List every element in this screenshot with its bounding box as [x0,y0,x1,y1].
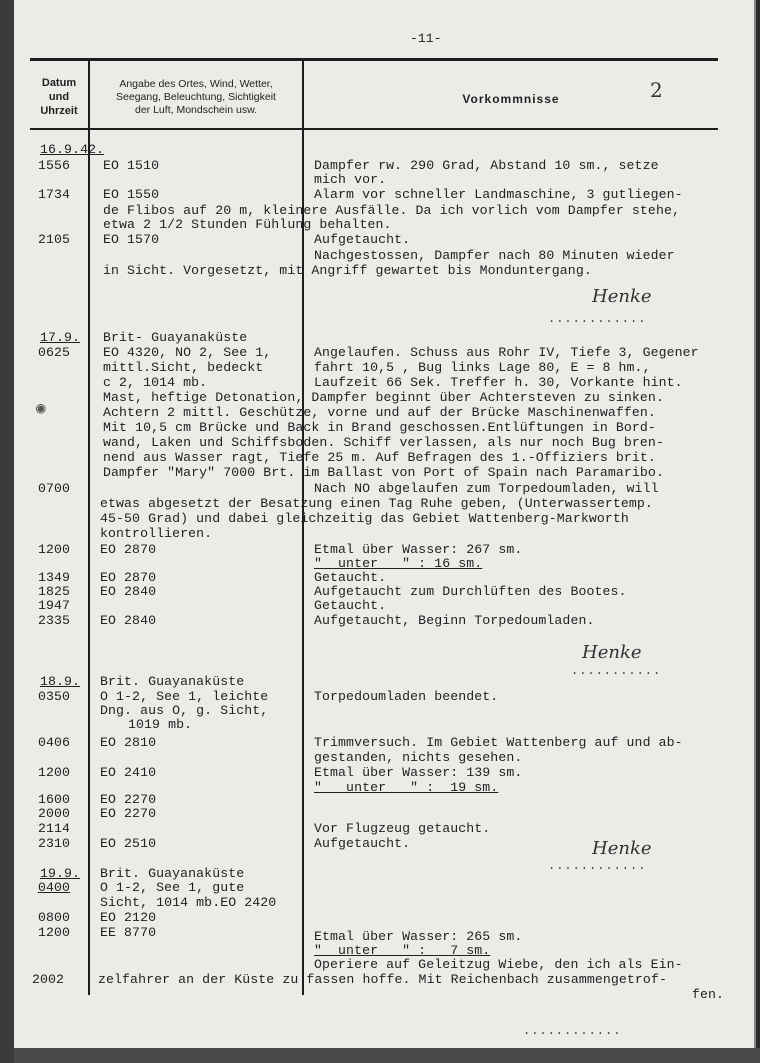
log-line: Nach NO abgelaufen zum Torpedoumladen, will [314,481,659,496]
log-line: Dampfer rw. 290 Grad, Abstand 10 sm., setze [314,158,659,173]
log-line: Mit 10,5 cm Brücke und Back in Brand geschossen.Entlüftungen in Bord- [103,420,656,435]
log-line: 1019 mb. [128,717,193,732]
log-line: 0700 [38,481,71,496]
log-line: zelfahrer an der Küste zu fassen hoffe. Mit Reichenbach zusammengetrof- [98,972,667,987]
header-date-label: Datum [41,77,77,89]
log-line: EO 2870 [100,570,157,585]
log-line: wand, Laken und Schiffsboden. Schiff verlassen, als nur noch Bug bren- [103,435,664,450]
log-line: Mast, heftige Detonation, Dampfer beginnt über Achtersteven zu sinken. [103,390,664,405]
header-top-rule [30,58,718,61]
commander-signature: Henke [592,838,652,859]
page-number: -11- [410,31,442,46]
header-bottom-rule [30,128,718,130]
log-line: Achtern 2 mittl. Geschütze, vorne und auf der Brücke Maschinenwaffen. [103,405,656,420]
column-divider-1 [88,60,90,995]
log-line: EO 1510 [103,158,160,173]
header-location-line-2: Seegang, Beleuchtung, Sichtigkeit [116,91,276,103]
scan-left-shadow [0,0,14,1063]
log-line: etwas abgesetzt der Besatzung einen Tag Ruhe geben, (Unterwassertemp. [100,496,653,511]
log-line: 1200 [38,542,71,557]
log-line: EO 2120 [100,910,157,925]
log-line: " unter " : 19 sm. [314,780,499,795]
log-line: " unter " : 7 sm. [314,943,491,958]
log-line: 2335 [38,613,71,628]
log-line: EO 2270 [100,806,157,821]
commander-signature: Henke [592,286,652,307]
log-line: Vor Flugzeug getaucht. [314,821,491,836]
log-line: 1947 [38,598,71,613]
log-line: 1825 [38,584,71,599]
log-line: 0400 [38,880,71,895]
log-line: EO 2270 [100,792,157,807]
log-line: EO 2410 [100,765,157,780]
log-line: 1200 [38,925,71,940]
log-line: nend aus Wasser ragt, Tiefe 25 m. Auf Befragen des 1.-Offiziers brit. [103,450,656,465]
log-line: Getaucht. [314,598,387,613]
log-line: 0800 [38,910,71,925]
log-line: Dampfer "Mary" 7000 Brt. im Ballast von Port of Spain nach Paramaribo. [103,465,664,480]
log-line: fen. [692,987,725,1002]
log-line: 1200 [38,765,71,780]
log-line: 17.9. [40,330,81,345]
log-line: kontrollieren. [100,526,213,541]
log-line: Nachgestossen, Dampfer nach 80 Minuten wieder [314,248,675,263]
log-line: EE 8770 [100,925,157,940]
log-line: mittl.Sicht, bedeckt [103,360,264,375]
log-line: c 2, 1014 mb. [103,375,208,390]
log-line: Getaucht. [314,570,387,585]
signature-dotted-line: ............ [548,312,647,326]
log-line: 2000 [38,806,71,821]
log-line: de Flibos auf 20 m, kleinere Ausfälle. Da ich vorlich vom Dampfer stehe, [103,203,680,218]
log-line: EO 1570 [103,232,160,247]
log-line: EO 4320, NO 2, See 1, [103,345,272,360]
log-line: 45-50 Grad) und dabei gleichzeitig das Gebiet Wattenberg-Markworth [100,511,629,526]
log-line: 1600 [38,792,71,807]
log-line: Sicht, 1014 mb.EO 2420 [100,895,277,910]
log-line: 19.9. [40,866,81,881]
log-line: Etmal über Wasser: 139 sm. [314,765,523,780]
log-line: mich vor. [314,172,387,187]
log-line: 0406 [38,735,71,750]
log-line: Dng. aus O, g. Sicht, [100,703,269,718]
signature-dotted-line: ............ [523,1024,622,1038]
log-line: EO 2510 [100,836,157,851]
log-line: Aufgetaucht zum Durchlüften des Bootes. [314,584,627,599]
log-line: O 1-2, See 1, gute [100,880,245,895]
log-line: 18.9. [40,674,81,689]
log-line: Etmal über Wasser: 265 sm. [314,929,523,944]
header-time-label: Uhrzeit [40,105,78,117]
log-line: Aufgetaucht. [314,836,411,851]
log-line: EO 1550 [103,187,160,202]
log-line: " unter " : 16 sm. [314,556,483,571]
header-location-line-1: Angabe des Ortes, Wind, Wetter, [119,78,273,90]
log-line: etwa 2 1/2 Stunden Fühlung behalten. [103,217,392,232]
log-line: fahrt 10,5 , Bug links Lage 80, E = 8 hm., [314,360,651,375]
log-line: 2310 [38,836,71,851]
log-line: 16.9.42. [40,142,105,157]
log-line: Brit. Guayanaküste [100,674,245,689]
column-divider-2 [302,60,304,995]
log-line: EO 2840 [100,584,157,599]
log-line: gestanden, nichts gesehen. [314,750,523,765]
signature-dotted-line: ........... [571,664,662,678]
header-location-weather [92,78,300,117]
log-line: Alarm vor schneller Landmaschine, 3 gutliegen- [314,187,683,202]
commander-signature: Henke [582,642,642,663]
log-line: Angelaufen. Schuss aus Rohr IV, Tiefe 3, Gegener [314,345,699,360]
margin-mark: 2 [650,78,663,102]
log-line: 1734 [38,187,71,202]
log-line: EO 2810 [100,735,157,750]
log-line: Operiere auf Geleitzug Wiebe, den ich als Ein- [314,957,683,972]
log-line: Brit- Guayanaküste [103,330,248,345]
lower-left-ring: ◉ [36,400,46,418]
signature-dotted-line: ............ [548,859,647,873]
log-line: Aufgetaucht, Beginn Torpedoumladen. [314,613,595,628]
log-line: O 1-2, See 1, leichte [100,689,269,704]
log-line: 1556 [38,158,71,173]
log-line: 2105 [38,232,71,247]
log-line: EO 2870 [100,542,157,557]
log-line: 2002 [32,972,65,987]
log-line: in Sicht. Vorgesetzt, mit Angriff gewartet bis Monduntergang. [103,263,592,278]
header-and-label: und [48,91,70,103]
log-line: Laufzeit 66 Sek. Treffer h. 30, Vorkante hint. [314,375,683,390]
header-events: Vorkommnisse [462,92,560,106]
scan-bottom-edge [14,1048,760,1063]
log-line: Etmal über Wasser: 267 sm. [314,542,523,557]
log-line: Torpedoumladen beendet. [314,689,499,704]
log-line: 0350 [38,689,71,704]
log-line: Brit. Guayanaküste [100,866,245,881]
log-line: Aufgetaucht. [314,232,411,247]
header-date-time [30,76,88,118]
header-location-line-3: der Luft, Mondschein usw. [135,104,257,116]
log-line: 2114 [38,821,71,836]
log-line: Trimmversuch. Im Gebiet Wattenberg auf und ab- [314,735,683,750]
log-line: 1349 [38,570,71,585]
log-line: EO 2840 [100,613,157,628]
log-line: 0625 [38,345,71,360]
